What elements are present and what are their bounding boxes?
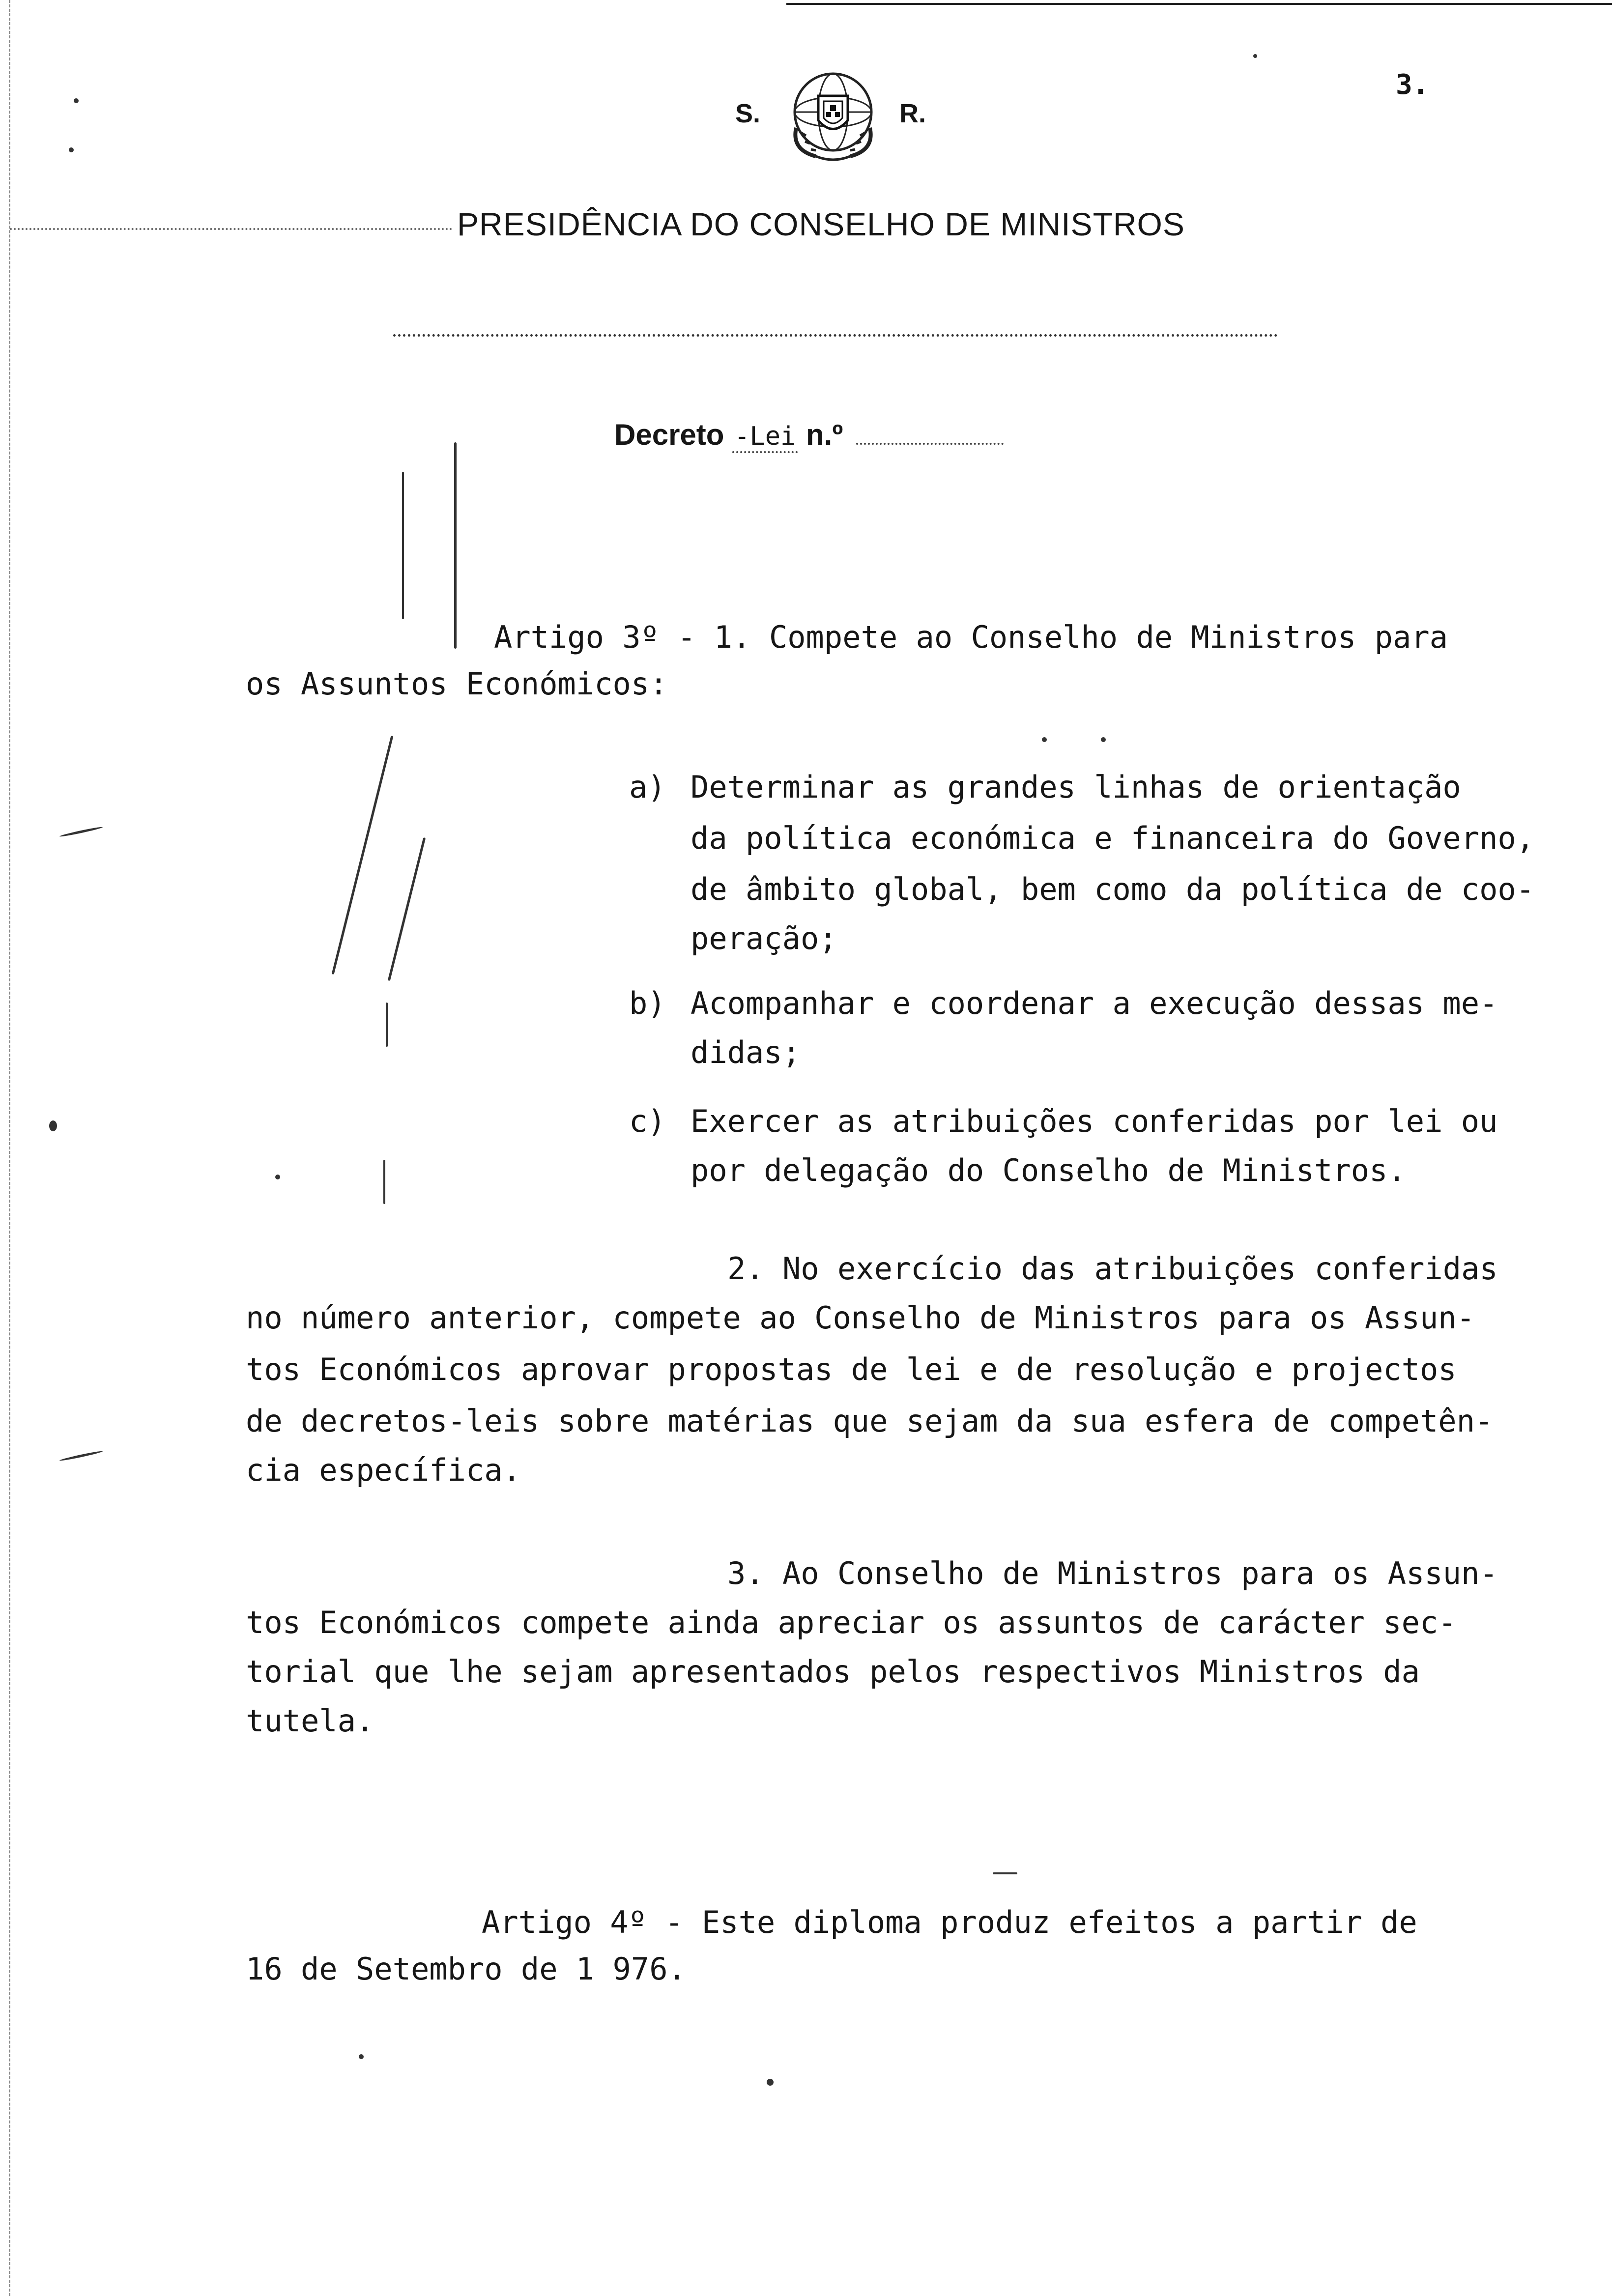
header-rule (393, 334, 1278, 337)
coat-of-arms-icon (781, 69, 885, 162)
article-3-line-2: os Assuntos Económicos: (246, 666, 668, 702)
margin-pen-stroke (402, 472, 404, 619)
paragraph-line: tos Económicos compete ainda apreciar os assuntos de carácter sec- (246, 1605, 1457, 1640)
scan-dash-mark (993, 1872, 1017, 1874)
emblem-letter-s: S. (735, 99, 761, 128)
article-4-line-1: Artigo 4º - Este diploma produz efeitos a partir de (482, 1904, 1417, 1940)
margin-pen-stroke (383, 1160, 385, 1204)
emblem-header (727, 69, 939, 167)
margin-pen-stroke (386, 1003, 388, 1047)
top-edge-line (786, 3, 1612, 5)
scan-speck (1101, 737, 1106, 742)
margin-pen-stroke (332, 736, 394, 975)
decree-number-label: n.º (806, 418, 843, 451)
margin-pen-stroke (454, 442, 457, 649)
page-number: 3. (1396, 69, 1429, 101)
scan-speck (359, 2054, 364, 2059)
item-line: Exercer as atribuições conferidas por lei ou (691, 1103, 1498, 1139)
paragraph-line: no número anterior, compete ao Conselho de Ministros para os Assun- (246, 1300, 1475, 1336)
paragraph-line: torial que lhe sejam apresentados pelos respectivos Ministros da (246, 1654, 1420, 1690)
item-line: didas; (691, 1034, 801, 1070)
decree-number-blank (856, 443, 1004, 445)
scan-speck (74, 98, 79, 103)
paragraph-line: 2. No exercício das atribuições conferidas (727, 1251, 1498, 1287)
dotted-leader-line (10, 228, 452, 230)
paragraph-line: tutela. (246, 1703, 374, 1739)
margin-bracket-mark (59, 826, 103, 838)
office-title: PRESIDÊNCIA DO CONSELHO DE MINISTROS (457, 206, 1185, 242)
item-line: por delegação do Conselho de Ministros. (691, 1152, 1406, 1188)
scan-speck (1253, 54, 1257, 58)
paragraph-line: tos Económicos aprovar propostas de lei e de resolução e projectos (246, 1351, 1457, 1387)
article-4-line-2: 16 de Setembro de 1 976. (246, 1951, 686, 1987)
item-marker: a) (629, 769, 666, 805)
item-line: peração; (691, 920, 837, 956)
paragraph-line: 3. Ao Conselho de Ministros para os Assun- (727, 1555, 1498, 1591)
scan-speck (49, 1120, 57, 1131)
item-line: da política económica e financeira do Governo, (691, 820, 1535, 856)
article-3-line-1: Artigo 3º - 1. Compete ao Conselho de Ministros para (494, 619, 1448, 655)
scan-speck (275, 1175, 280, 1179)
item-marker: c) (629, 1103, 666, 1139)
emblem-letter-r: R. (899, 99, 926, 128)
item-marker: b) (629, 985, 666, 1021)
margin-pen-stroke (388, 837, 426, 981)
scan-speck (767, 2079, 774, 2086)
scan-speck (69, 147, 74, 152)
paragraph-line: cia específica. (246, 1452, 521, 1488)
decree-label: Decreto (614, 418, 724, 451)
scan-edge-artifact (0, 0, 10, 2296)
margin-bracket-mark (59, 1450, 103, 1462)
item-line: Determinar as grandes linhas de orientação (691, 769, 1461, 805)
decree-typed-fill: -Lei (732, 422, 798, 453)
item-line: Acompanhar e coordenar a execução dessas me- (691, 985, 1498, 1021)
item-line: de âmbito global, bem como da política de coo- (691, 871, 1535, 907)
decree-heading (614, 418, 1004, 452)
scan-speck (1042, 737, 1047, 742)
paragraph-line: de decretos-leis sobre matérias que sejam da sua esfera de competên- (246, 1403, 1494, 1439)
